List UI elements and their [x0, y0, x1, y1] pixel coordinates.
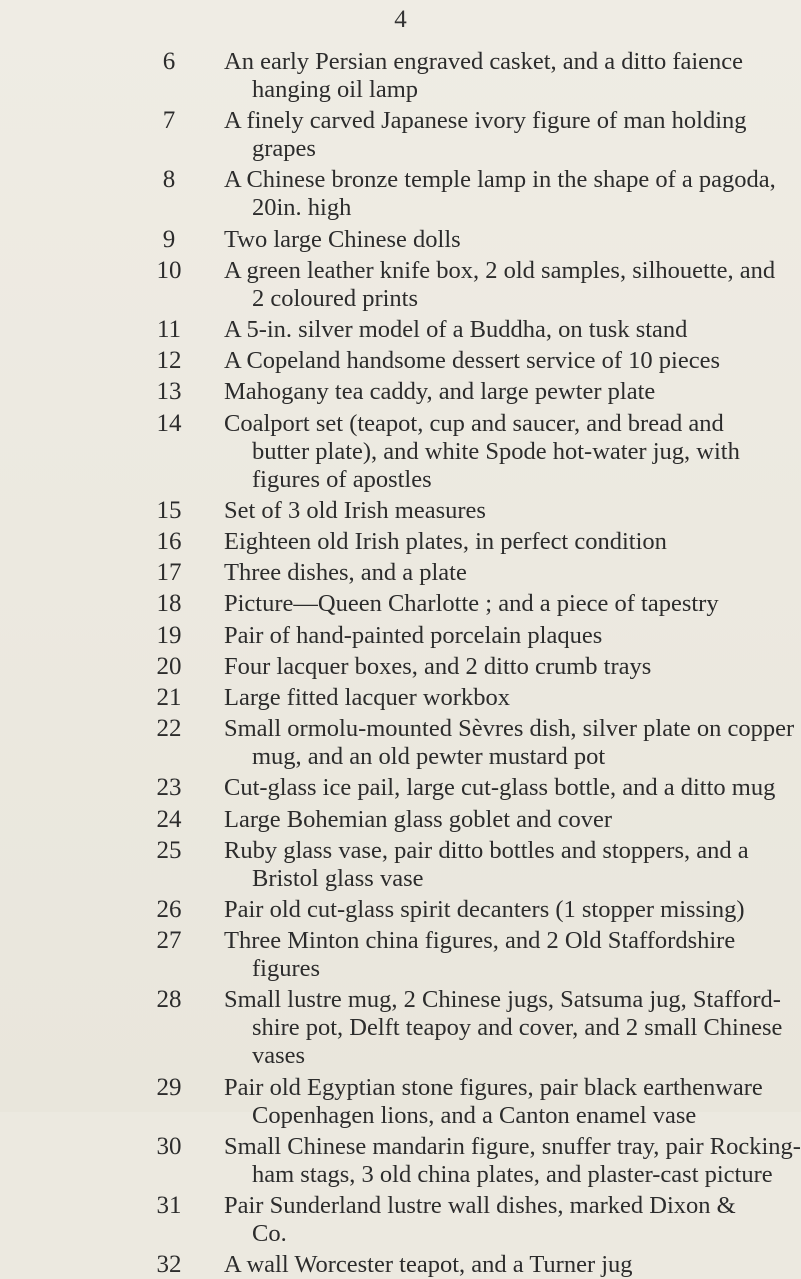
- lot-description: [224, 684, 784, 712]
- lot-description-line: Picture—Queen Charlotte ; and a piece of tapestry: [224, 590, 719, 618]
- lot-description-line: A Chinese bronze temple lamp in the shape of a pagoda,: [224, 166, 776, 194]
- lot-description-line: Cut-glass ice pail, large cut-glass bottle, and a ditto mug: [224, 774, 776, 802]
- lot-description-line: Ruby glass vase, pair ditto bottles and stoppers, and a: [224, 836, 749, 864]
- lot-number: 9: [162, 225, 176, 253]
- lot-description-line: vases: [252, 1042, 306, 1070]
- lot-description-line: Large Bohemian glass goblet and cover: [224, 805, 613, 833]
- lot-description: [224, 410, 784, 494]
- lot-description-line: Pair Sunderland lustre wall dishes, marked Dixon &: [224, 1192, 736, 1219]
- lot-number: 32: [156, 1251, 182, 1279]
- lot-number: 13: [156, 378, 182, 406]
- lot-description-line: Three Minton china figures, and 2 Old Staffordshire: [224, 927, 736, 955]
- lot-number: 6: [162, 48, 176, 75]
- lot-description: [224, 378, 784, 406]
- lot-number: 23: [156, 774, 182, 802]
- lot-description: [224, 528, 784, 556]
- lot-number: 26: [156, 896, 182, 923]
- lot-description: [224, 715, 795, 771]
- lot-description: [224, 1132, 801, 1189]
- lot-description: [224, 48, 784, 104]
- lot-description: [224, 837, 784, 893]
- lot-description-line: Four lacquer boxes, and 2 ditto crumb trays: [224, 652, 652, 680]
- lot-description: [224, 166, 784, 222]
- lot-description-line: 2 coloured prints: [252, 284, 419, 312]
- lot-description-line: mug, and an old pewter mustard pot: [252, 743, 606, 771]
- lot-description-line: butter plate), and white Spode hot-water jug, with: [252, 437, 740, 465]
- lot-description-line: A wall Worcester teapot, and a Turner jug: [224, 1251, 633, 1279]
- lot-description-line: Large fitted lacquer workbox: [224, 684, 510, 711]
- lot-description: [224, 653, 784, 681]
- lot-number: 21: [156, 684, 182, 711]
- lot-number: 15: [156, 496, 182, 524]
- lot-number: 19: [156, 621, 182, 649]
- lot-description: [224, 347, 784, 375]
- page-number: 4: [394, 6, 407, 33]
- lot-description-line: Three dishes, and a plate: [224, 559, 467, 587]
- lot-number: 14: [156, 409, 182, 437]
- lot-description-line: A green leather knife box, 2 old samples, silhouette, and: [224, 256, 776, 284]
- lot-number: 27: [156, 927, 182, 955]
- lot-number: 30: [156, 1132, 182, 1160]
- lot-description: [224, 927, 784, 983]
- lot-description-line: Pair of hand-painted porcelain plaques: [224, 621, 603, 649]
- lot-description-line: A Copeland handsome dessert service of 10 pieces: [224, 347, 720, 375]
- lot-description: [224, 559, 784, 587]
- lot-description-line: A 5-in. silver model of a Buddha, on tusk stand: [224, 316, 688, 343]
- lot-number: 16: [156, 528, 182, 555]
- lot-description-line: figures: [252, 955, 321, 983]
- lot-description-line: grapes: [252, 135, 316, 163]
- lot-number: 22: [156, 715, 182, 743]
- lot-description-line: Coalport set (teapot, cup and saucer, and bread and: [224, 409, 724, 437]
- lot-description-line: A finely carved Japanese ivory figure of man holding: [224, 107, 747, 135]
- lot-description-line: Bristol glass vase: [252, 864, 424, 892]
- lot-description-line: An early Persian engraved casket, and a ditto faience: [224, 48, 744, 75]
- lot-number: 12: [156, 347, 182, 375]
- lot-description-line: Two large Chinese dolls: [224, 225, 461, 253]
- lot-description: [224, 590, 784, 618]
- lot-description-line: Small Chinese mandarin figure, snuffer tray, pair Rocking-: [224, 1132, 801, 1160]
- lot-description-line: ham stags, 3 old china plates, and plaster-cast picture: [252, 1160, 773, 1188]
- lot-description: [224, 806, 784, 834]
- lot-description: [224, 774, 784, 802]
- lot-description-line: Pair old Egyptian stone figures, pair black earthenware: [224, 1073, 763, 1101]
- lot-description-line: figures of apostles: [252, 465, 432, 493]
- lot-description: [224, 1074, 784, 1130]
- lot-description-line: hanging oil lamp: [252, 76, 419, 103]
- lot-number: 7: [162, 107, 176, 135]
- lot-description-line: Co.: [252, 1220, 287, 1247]
- lot-description: [224, 896, 784, 924]
- lot-number: 11: [156, 316, 182, 343]
- lot-description: [224, 1192, 784, 1248]
- lot-description-line: Small lustre mug, 2 Chinese jugs, Satsuma jug, Stafford-: [224, 986, 781, 1014]
- lot-description-line: Copenhagen lions, and a Canton enamel vase: [252, 1101, 697, 1129]
- lot-number: 18: [156, 590, 182, 618]
- lot-description-line: shire pot, Delft teapoy and cover, and 2 small Chinese: [252, 1014, 783, 1042]
- lot-description: [224, 622, 784, 650]
- lot-number: 10: [156, 256, 182, 284]
- lot-description-line: 20in. high: [252, 194, 352, 222]
- lot-number: 31: [156, 1192, 182, 1219]
- lot-number: 28: [156, 986, 182, 1014]
- lot-description-line: Mahogany tea caddy, and large pewter plate: [224, 378, 656, 406]
- lot-description: [224, 497, 784, 525]
- lot-description: [224, 986, 784, 1070]
- lot-description: [224, 316, 784, 344]
- lot-description-line: Small ormolu-mounted Sèvres dish, silver plate on copper: [224, 715, 795, 743]
- lot-number: 8: [162, 166, 176, 194]
- lot-description: [224, 226, 784, 254]
- lot-number: 24: [156, 805, 182, 833]
- lot-description-line: Eighteen old Irish plates, in perfect condition: [224, 528, 667, 555]
- lot-number: 20: [156, 652, 182, 680]
- lot-number: 25: [156, 836, 182, 864]
- lot-number: 29: [156, 1073, 182, 1101]
- lot-description-line: Pair old cut-glass spirit decanters (1 stopper missing): [224, 896, 745, 923]
- lot-description: [224, 107, 784, 163]
- lot-number: 17: [156, 559, 182, 587]
- lot-description-line: Set of 3 old Irish measures: [224, 496, 486, 524]
- lot-description: [224, 1251, 784, 1279]
- lot-description: [224, 257, 784, 313]
